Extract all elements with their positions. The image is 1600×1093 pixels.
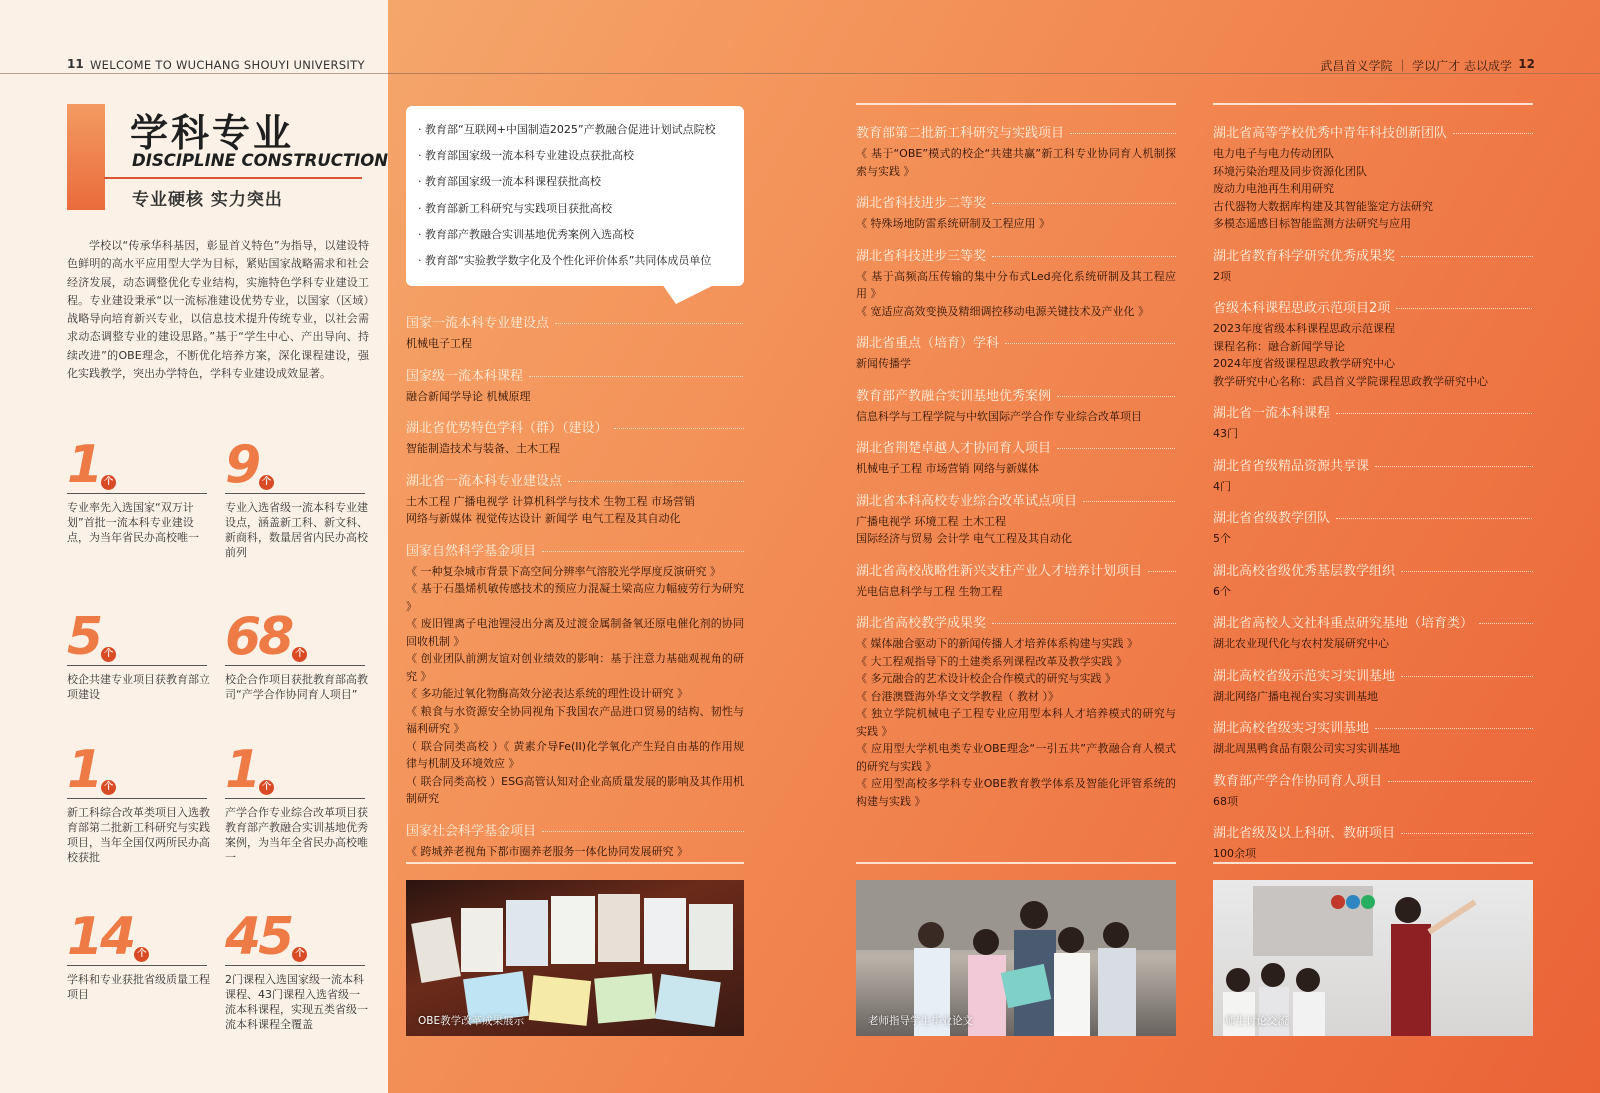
section-body: [1213, 635, 1533, 653]
achievement-section: [406, 312, 744, 353]
stat-block: [225, 607, 373, 702]
stat-unit-badge: 个: [259, 475, 274, 490]
section-title-text: 湖北省科技进步二等奖: [856, 196, 987, 211]
section-body: [1213, 320, 1533, 390]
stat-unit-badge: 个: [101, 647, 116, 662]
achievement-section: [856, 122, 1176, 180]
intro-paragraph: 学校以“传承华科基因，彰显首义特色”为指导，以建设特色鲜明的高水平应用型大学为目标，紧贴国家战略需求和社会经济发展，动态调整优化专业结构，实施特色学科专业建设工程。专业建设秉承“以一流标准建设优势专业，以国家（区域）战略导向培育新兴专业，以信息技术提升传统专业，以社会需求动态调整专业的建设思路。”基于“学生中心、产出导向、持续改进”的OBE理念，不断优化培养方案，深化课程建设，强化实践教学，突出办学特色，学科专业建设成效显著。: [67, 239, 369, 381]
section-line: 4门: [1213, 479, 1231, 493]
column-2-top-rule: [856, 103, 1176, 105]
achievement-section: [406, 820, 744, 861]
stat-description: 产学合作专业综合改革项目获教育部产教融合实训基地优秀案例，为当年全省民办高校唯一: [225, 806, 368, 864]
section-title-text: 湖北省本科高校专业综合改革试点项目: [856, 493, 1078, 509]
section-body: [406, 335, 744, 353]
section-title-text: 湖北省一流本科专业建设点: [406, 473, 563, 489]
right-page-number: 12: [1518, 57, 1535, 71]
section-title-text: 湖北省荆楚卓越人才协同育人项目: [856, 441, 1052, 456]
section-body: [856, 460, 1176, 478]
section-title-text: 湖北省级及以上科研、教研项目: [1213, 826, 1396, 841]
section-body: [1213, 688, 1533, 706]
section-body: [406, 493, 744, 528]
section-title: [406, 417, 744, 436]
stat-number: 14 个: [67, 912, 133, 962]
section-line: 智能制造技术与装备、土木工程: [406, 442, 560, 455]
section-title-text: 教育部产教融合实训基地优秀案例: [856, 388, 1052, 404]
title-accent-bar: [67, 104, 105, 210]
section-line: 《 应用型大学机电类专业OBE理念“一引五共”产教融合育人模式的研究与实践 》: [856, 742, 1176, 773]
title-divider: [104, 177, 362, 179]
section-title-text: 教育部第二批新工科研究与实践项目: [856, 126, 1065, 141]
section-body: [856, 355, 1176, 373]
achievement-section: [1213, 402, 1533, 443]
section-body: [406, 440, 744, 458]
section-line: 《 多元融合的艺术设计校企合作模式的研究与实践 》: [856, 672, 1116, 685]
column-1-bottom-rule: [406, 862, 744, 864]
section-title-text: 湖北高校省级实习实训基地: [1213, 721, 1370, 736]
stat-description: 专业率先入选国家“双万计划”首批一流本科专业建设点，为当年省民办高校唯一: [67, 501, 199, 544]
right-running-title: 武昌首义学院 ｜ 学以广才 志以成学: [1320, 59, 1512, 73]
section-line: 6个: [1213, 584, 1231, 598]
achievement-section: [856, 245, 1176, 321]
photo-teaching-results: [406, 880, 744, 1036]
stat-block: [225, 435, 373, 560]
section-line: 信息科学与工程学院与中软国际产学合作专业综合改革项目: [856, 409, 1142, 423]
section-title: [1213, 455, 1533, 474]
section-line: 湖北农业现代化与农村发展研究中心: [1213, 637, 1389, 650]
section-line: （ 联合同类高校 ）ESG高管认知对企业高质量发展的影响及其作用机制研究: [406, 774, 744, 805]
section-title-text: 国家级一流本科课程: [406, 368, 524, 384]
section-line: 土木工程 广播电视学 计算机科学与技术 生物工程 市场营销: [406, 494, 695, 508]
section-title-text: 湖北省重点（培育）学科: [856, 336, 1000, 351]
section-line: 多模态遥感目标智能监测方法研究与应用: [1213, 217, 1411, 230]
section-title: [1213, 665, 1533, 684]
page-title-english: DISCIPLINE CONSTRUCTION: [132, 151, 389, 170]
achievement-section: [1213, 822, 1533, 863]
section-title: [856, 560, 1176, 579]
stat-unit-badge: 个: [101, 780, 116, 795]
section-line: 68项: [1213, 794, 1238, 808]
stat-number: 1 个: [225, 745, 258, 795]
section-title: [856, 332, 1176, 351]
stat-unit-badge: 个: [259, 780, 274, 795]
column-3-top-rule: [1213, 103, 1533, 105]
achievement-section: [1213, 455, 1533, 496]
section-title-text: 湖北省高校战略性新兴支柱产业人才培养计划项目: [856, 563, 1143, 579]
achievement-section: [1213, 770, 1533, 811]
achievement-section: [1213, 717, 1533, 758]
section-title-text: 湖北省省级精品资源共享课: [1213, 458, 1370, 474]
section-line: 教学研究中心名称：武昌首义学院课程思政教学研究中心: [1213, 374, 1488, 388]
section-title: [856, 192, 1176, 211]
section-title-text: 湖北省科技进步三等奖: [856, 248, 987, 264]
achievement-section: [1213, 612, 1533, 653]
photo-caption: 老师指导学生毕业论文: [868, 1015, 973, 1027]
section-line: 《 媒体融合驱动下的新闻传播人才培养体系构建与实践 》: [856, 637, 1138, 650]
section-body: [1213, 583, 1533, 601]
section-line: （ 联合同类高校 ）《 黄素介导Fe(II)化学氧化产生羟自由基的作用规律与机制及环境效应 》: [406, 739, 744, 770]
section-title-text: 国家社会科学基金项目: [406, 823, 537, 839]
section-title: [1213, 122, 1533, 141]
stat-unit-badge: 个: [101, 475, 116, 490]
section-line: 机械电子工程 市场营销 网络与新媒体: [856, 462, 1039, 475]
section-title: [856, 122, 1176, 141]
section-body: [1213, 478, 1533, 496]
section-body: [856, 583, 1176, 601]
section-body: [1213, 425, 1533, 443]
stat-number: 1 个: [67, 745, 100, 795]
section-title-text: 国家自然科学基金项目: [406, 543, 537, 559]
section-line: 《 特殊场地防雷系统研制及工程应用 》: [856, 217, 1050, 230]
achievement-section: [856, 332, 1176, 373]
section-title-text: 湖北省优势特色学科（群）（建设）: [406, 421, 608, 436]
achievement-section: [856, 437, 1176, 478]
section-line: 国际经济与贸易 会计学 电气工程及其自动化: [856, 532, 1072, 545]
achievement-section: [406, 540, 744, 808]
section-body: [856, 215, 1176, 233]
achievement-section: [406, 417, 744, 458]
section-line: 《 台港澳暨海外华文文学教程（ 教材 ）》: [856, 689, 1059, 703]
section-body: [1213, 530, 1533, 548]
stat-block: [225, 907, 373, 1032]
section-title-text: 湖北省教育科学研究优秀成果奖: [1213, 248, 1396, 264]
section-line: 古代器物大数据库构建及其智能鉴定方法研究: [1213, 199, 1433, 213]
section-line: 《 基于“OBE”模式的校企“共建共赢”新工科专业协同育人机制探索与实践 》: [856, 147, 1176, 178]
section-body: [856, 145, 1176, 180]
left-running-title: WELCOME TO WUCHANG SHOUYI UNIVERSITY: [90, 58, 365, 72]
achievement-section: [1213, 665, 1533, 706]
achievements-column-3: [1213, 122, 1533, 875]
photo-caption: 师生讨论交流: [1225, 1015, 1288, 1027]
section-line: 《 跨城养老视角下都市圈养老服务一体化协同发展研究 》: [406, 844, 688, 858]
honors-bubble: [406, 106, 744, 286]
section-body: [856, 268, 1176, 321]
section-body: [1213, 793, 1533, 811]
section-title: [1213, 297, 1533, 316]
section-title-text: 国家一流本科专业建设点: [406, 316, 550, 331]
section-line: 100余项: [1213, 847, 1256, 860]
achievements-column-1: [406, 312, 744, 872]
section-line: 2024年度省级课程思政教学研究中心: [1213, 357, 1395, 370]
achievement-section: [406, 365, 744, 406]
section-body: [1213, 145, 1533, 233]
left-page-number: 11: [67, 57, 84, 71]
stat-description: 校企共建专业项目获教育部立项建设: [67, 673, 210, 701]
stat-description: 2门课程入选国家级一流本科课程、43门课程入选省级一流本科课程，实现五类省级一流本科课程全覆盖: [225, 973, 368, 1031]
section-title-text: 湖北省省级教学团队: [1213, 511, 1331, 526]
page-subtitle: 专业硬核 实力突出: [132, 190, 283, 210]
achievement-section: [856, 612, 1176, 810]
section-title: [1213, 402, 1533, 421]
section-title: [406, 470, 744, 489]
section-title: [406, 540, 744, 559]
honor-item: · 教育部国家级一流本科课程获批高校: [418, 175, 601, 189]
section-body: [406, 388, 744, 406]
section-title: [406, 820, 744, 839]
stat-description: 学科和专业获批省级质量工程项目: [67, 973, 210, 1001]
section-title-text: 教育部产学合作协同育人项目: [1213, 773, 1383, 789]
stat-block: [225, 740, 373, 865]
section-title-text: 湖北高校省级优秀基层教学组织: [1213, 563, 1396, 579]
section-title: [856, 612, 1176, 631]
section-title: [1213, 717, 1533, 736]
section-line: 5个: [1213, 532, 1231, 545]
section-line: 《 基于高频高压传输的集中分布式Led亮化系统研制及其工程应用 》: [856, 269, 1176, 300]
section-title: [406, 365, 744, 384]
photo-thesis-guidance: [856, 880, 1176, 1036]
section-title: [856, 385, 1176, 404]
column-3-bottom-rule: [1213, 862, 1533, 864]
section-body: [856, 408, 1176, 426]
section-line: 融合新闻学导论 机械原理: [406, 389, 531, 403]
section-title: [1213, 507, 1533, 526]
section-title: [1213, 560, 1533, 579]
section-body: [856, 513, 1176, 548]
section-title: [1213, 612, 1533, 631]
achievement-section: [856, 560, 1176, 601]
section-title: [406, 312, 744, 331]
section-line: 广播电视学 环境工程 土木工程: [856, 514, 1006, 528]
stat-unit-badge: 个: [134, 947, 149, 962]
section-line: 《 多功能过氧化物酶高效分泌表达系统的理性设计研究 》: [406, 687, 688, 700]
stat-block: [67, 607, 215, 702]
section-line: 网络与新媒体 视觉传达设计 新闻学 电气工程及其自动化: [406, 512, 681, 525]
section-line: 新闻传播学: [856, 357, 911, 370]
achievement-section: [856, 192, 1176, 233]
achievement-section: [1213, 560, 1533, 601]
section-title: [856, 490, 1176, 509]
section-line: 《 基于石墨烯机敏传感技术的预应力混凝土梁高应力幅疲劳行为研究 》: [406, 582, 744, 613]
section-body: [856, 635, 1176, 810]
stat-block: [67, 740, 215, 865]
section-line: 光电信息科学与工程 生物工程: [856, 584, 1003, 598]
section-title: [1213, 245, 1533, 264]
section-line: 机械电子工程: [406, 337, 472, 350]
section-line: 《 独立学院机械电子工程专业应用型本科人才培养模式的研究与实践 》: [856, 707, 1176, 738]
stat-description: 专业入选省级一流本科专业建设点，涵盖新工科、新文科、新商科，数量居省内民办高校前列: [225, 501, 368, 559]
section-body: [406, 563, 744, 808]
stat-block: [67, 907, 215, 1002]
stat-number: 5 个: [67, 612, 100, 662]
section-title: [856, 245, 1176, 264]
section-line: 《 废旧锂离子电池锂浸出分离及过渡金属制备氧还原电催化剂的协同回收机制 》: [406, 617, 744, 648]
section-line: 电力电子与电力传动团队: [1213, 147, 1334, 160]
section-body: [1213, 268, 1533, 286]
section-title-text: 省级本科课程思政示范项目2项: [1213, 301, 1391, 316]
section-body: [406, 843, 744, 861]
section-line: 《 粮食与水资源安全协同视角下我国农产品进口贸易的结构、韧性与福利研究 》: [406, 704, 744, 735]
section-line: 2项: [1213, 269, 1231, 283]
section-line: 43门: [1213, 427, 1238, 440]
section-line: 《 应用型高校多学科专业OBE教育教学体系及智能化评管系统的构建与实践 》: [856, 777, 1176, 808]
section-title-text: 湖北省高等学校优秀中青年科技创新团队: [1213, 126, 1448, 141]
stat-unit-badge: 个: [292, 647, 307, 662]
section-line: 《 一种复杂城市背景下高空间分辨率气溶胶光学厚度反演研究 》: [406, 564, 721, 578]
honor-item: · 教育部“实验教学数字化及个性化评价体系”共同体成员单位: [418, 254, 712, 268]
section-line: 《 大工程观指导下的土建类系列课程改革及教学实践 》: [856, 654, 1127, 668]
honor-item: · 教育部“互联网+中国制造2025”产教融合促进计划试点院校: [418, 123, 716, 136]
section-line: 废动力电池再生利用研究: [1213, 182, 1334, 195]
achievements-column-2: [856, 122, 1176, 822]
section-line: 2023年度省级本科课程思政示范课程: [1213, 322, 1395, 335]
stat-number: 1 个: [67, 440, 100, 490]
section-body: [1213, 740, 1533, 758]
stat-unit-badge: 个: [292, 947, 307, 962]
honor-item: · 教育部新工科研究与实践项目获批高校: [418, 201, 612, 215]
stat-number: 68 个: [225, 612, 291, 662]
stat-description: 校企合作项目获批教育部高教司“产学合作协同育人项目”: [225, 673, 368, 701]
photo-caption: OBE教学改革成果展示: [418, 1015, 525, 1027]
section-title-text: 湖北高校省级示范实习实训基地: [1213, 668, 1396, 684]
photo-discussion: [1213, 880, 1533, 1036]
section-line: 《 宽适应高效变换及精细调控移动电源关键技术及产业化 》: [856, 304, 1149, 318]
achievement-section: [1213, 297, 1533, 390]
achievement-section: [406, 470, 744, 528]
section-line: 《 创业团队前溯友谊对创业绩效的影响：基于注意力基础观视角的研究 》: [406, 652, 744, 683]
section-title: [1213, 822, 1533, 841]
section-title: [856, 437, 1176, 456]
section-title-text: 湖北省高校人文社科重点研究基地（培育类）: [1213, 616, 1474, 631]
section-title: [1213, 770, 1533, 789]
section-line: 环境污染治理及同步资源化团队: [1213, 164, 1367, 178]
stat-description: 新工科综合改革类项目入选教育部第二批新工科研究与实践项目，当年全国仅两所民办高校获批: [67, 806, 210, 864]
achievement-section: [1213, 245, 1533, 286]
achievement-section: [856, 490, 1176, 548]
stat-block: [67, 435, 215, 545]
honor-item: · 教育部产教融合实训基地优秀案例入选高校: [418, 227, 634, 241]
achievement-section: [1213, 507, 1533, 548]
section-line: 湖北周黑鸭食品有限公司实习实训基地: [1213, 742, 1400, 755]
achievement-section: [856, 385, 1176, 426]
section-title-text: 湖北省一流本科课程: [1213, 406, 1331, 421]
section-title-text: 湖北省高校教学成果奖: [856, 616, 987, 631]
stat-number: 9 个: [225, 440, 258, 490]
section-line: 课程名称：融合新闻学导论: [1213, 339, 1345, 353]
stat-number: 45 个: [225, 912, 291, 962]
page-title: 学科专业: [130, 111, 295, 155]
section-body: [1213, 845, 1533, 863]
column-2-bottom-rule: [856, 862, 1176, 864]
achievement-section: [1213, 122, 1533, 233]
honor-item: · 教育部国家级一流本科专业建设点获批高校: [418, 149, 634, 163]
section-line: 湖北网络广播电视台实习实训基地: [1213, 689, 1378, 703]
